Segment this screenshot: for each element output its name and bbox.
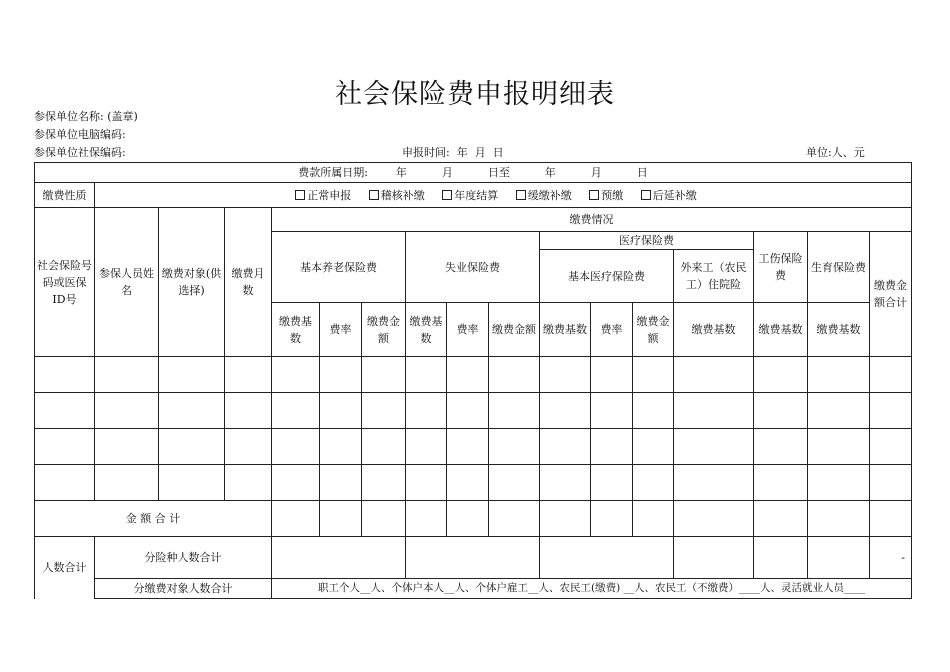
period-row[interactable]: 费款所属日期: 年 月 日至 年 月 日	[35, 163, 912, 183]
by-object-text[interactable]: 职工个人__人、个体户本人__人、个体户雇工__人、农民工(缴费) __人、农民工（不缴费）____人、灵活就业人员____	[272, 579, 912, 599]
checkbox-icon[interactable]	[641, 190, 651, 200]
col-maternity: 生育保险费	[808, 232, 870, 303]
sub-pension-rate: 费率	[320, 303, 362, 357]
unit-ss-code-label: 参保单位社保编码:	[34, 146, 126, 159]
table-row[interactable]	[35, 357, 912, 393]
option-audit[interactable]: 稽核补缴	[369, 189, 425, 202]
checkbox-icon[interactable]	[516, 190, 526, 200]
unit-pc-code-label: 参保单位电脑编码:	[34, 128, 126, 141]
col-total: 缴费金额合计	[870, 232, 912, 357]
sub-migrant-base: 缴费基数	[674, 303, 754, 357]
sub-med-amount: 缴费金额	[633, 303, 674, 357]
option-deferred[interactable]: 缓缴补缴	[516, 189, 572, 202]
col-migrant: 外来工（农民工）住院险	[674, 250, 754, 303]
col-injury: 工伤保险费	[754, 232, 808, 303]
declaration-table	[34, 162, 912, 599]
col-pension: 基本养老保险费	[272, 232, 406, 303]
sub-med-rate: 费率	[591, 303, 633, 357]
sub-maternity-base: 缴费基数	[808, 303, 870, 357]
table-row[interactable]	[35, 393, 912, 429]
table-row[interactable]	[35, 465, 912, 501]
col-id: 社会保险号码或医保ID号	[35, 208, 95, 357]
unit-name-label: 参保单位名称: (盖章)	[34, 110, 138, 123]
col-medical: 医疗保险费	[540, 232, 754, 250]
nature-label: 缴费性质	[35, 183, 95, 208]
unit-label: 单位:人、元	[806, 146, 865, 159]
table-row[interactable]	[35, 429, 912, 465]
col-object: 缴费对象(供选择)	[159, 208, 225, 357]
sum-label: 金 额 合 计	[35, 501, 272, 537]
nature-options	[95, 183, 912, 208]
option-normal[interactable]: 正常申报	[295, 189, 351, 202]
checkbox-icon[interactable]	[295, 190, 305, 200]
sub-pension-base: 缴费基数	[272, 303, 320, 357]
checkbox-icon[interactable]	[442, 190, 452, 200]
dash-cell: -	[870, 537, 912, 579]
sub-unemp-rate: 费率	[447, 303, 489, 357]
sub-pension-amount: 缴费金额	[362, 303, 406, 357]
col-unemployment: 失业保险费	[406, 232, 540, 303]
sub-med-base: 缴费基数	[540, 303, 591, 357]
people-total-label: 人数合计	[35, 537, 95, 599]
option-annual[interactable]: 年度结算	[442, 189, 498, 202]
col-months: 缴费月数	[225, 208, 272, 357]
declare-time-label: 申报时间: 年 月 日	[402, 146, 504, 159]
sub-unemp-amount: 缴费金额	[489, 303, 540, 357]
sub-unemp-base: 缴费基数	[406, 303, 447, 357]
by-object-label: 分缴费对象人数合计	[95, 579, 272, 599]
checkbox-icon[interactable]	[369, 190, 379, 200]
col-situation: 缴费情况	[272, 208, 912, 232]
checkbox-icon[interactable]	[589, 190, 599, 200]
page-title: 社会保险费申报明细表	[335, 79, 615, 110]
col-basic-medical: 基本医疗保险费	[540, 250, 674, 303]
col-name: 参保人员姓 名	[95, 208, 159, 357]
option-late[interactable]: 后延补缴	[641, 189, 697, 202]
sub-injury-base: 缴费基数	[754, 303, 808, 357]
by-insurance-label: 分险种人数合计	[95, 537, 272, 579]
option-prepay[interactable]: 预缴	[589, 189, 623, 202]
